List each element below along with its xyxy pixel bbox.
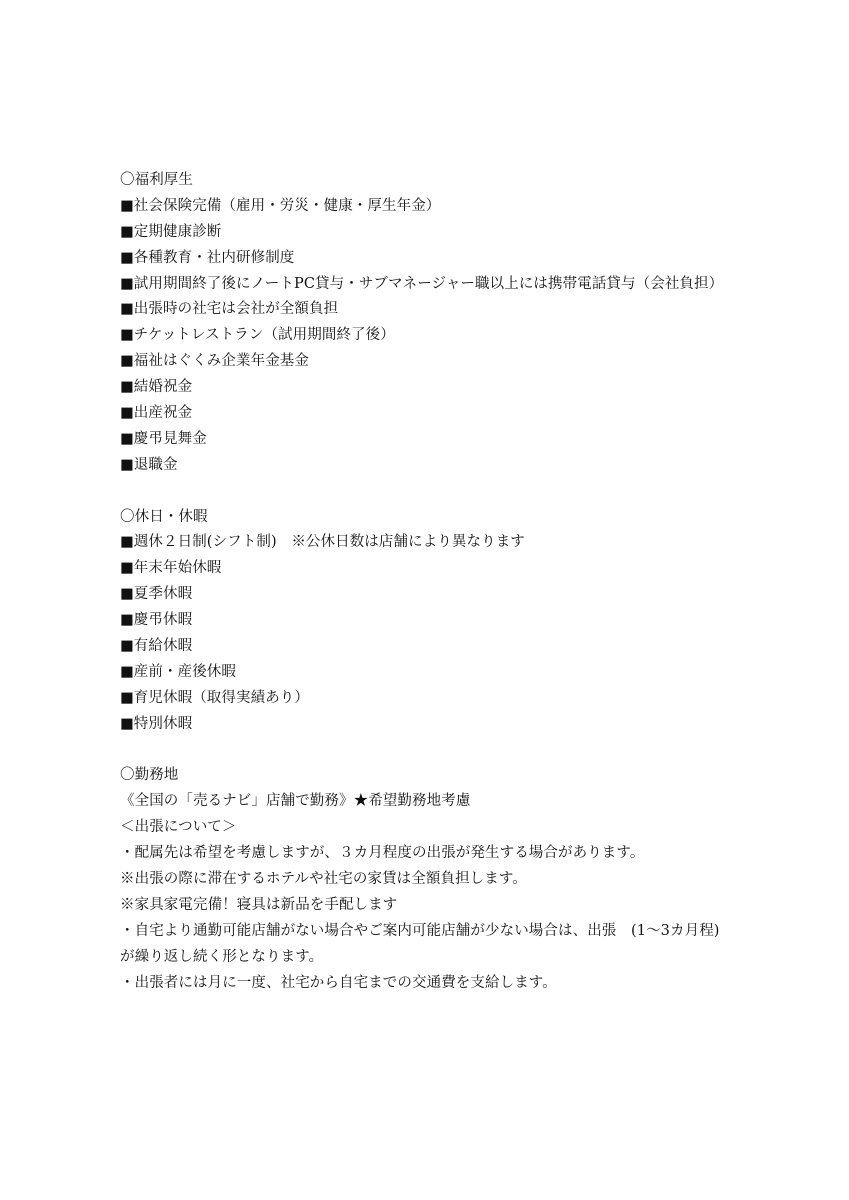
workplace-heading: 〇勤務地 xyxy=(120,767,179,784)
holiday-item: ■産前・産後休暇 xyxy=(120,663,236,680)
holiday-item: ■育児休暇（取得実績あり） xyxy=(120,689,309,706)
holiday-item: ■年末年始休暇 xyxy=(120,560,222,577)
welfare-item: ■出産祝金 xyxy=(120,405,193,422)
document-page xyxy=(120,168,760,997)
welfare-item: ■福祉はぐくみ企業年金基金 xyxy=(120,353,309,370)
welfare-item: ■各種教育・社内研修制度 xyxy=(120,249,295,266)
workplace-line: が繰り返し続く形となります。 xyxy=(120,948,324,965)
welfare-item: ■社会保険完備（雇用・労災・健康・厚生年金） xyxy=(120,197,441,214)
holiday-item: ■有給休暇 xyxy=(120,638,193,655)
holidays-section xyxy=(120,505,760,738)
workplace-line: ※出張の際に滞在するホテルや社宅の家賃は全額負担します。 xyxy=(120,871,527,888)
welfare-item: ■定期健康診断 xyxy=(120,223,222,240)
workplace-line: ※家具家電完備！寝具は新品を手配します xyxy=(120,896,398,913)
holiday-item: ■特別休暇 xyxy=(120,715,193,732)
workplace-line: ＜出張について＞ xyxy=(120,819,237,836)
section-spacer xyxy=(120,738,760,764)
holiday-item: ■慶弔休暇 xyxy=(120,612,193,629)
workplace-section xyxy=(120,763,760,996)
welfare-item: ■出張時の社宅は会社が全額負担 xyxy=(120,301,339,318)
workplace-line: ・配属先は希望を考慮しますが、３カ月程度の出張が発生する場合があります。 xyxy=(120,845,645,862)
holiday-item: ■夏季休暇 xyxy=(120,586,193,603)
welfare-item: ■結婚祝金 xyxy=(120,379,193,396)
workplace-line: ・出張者には月に一度、社宅から自宅までの交通費を支給します。 xyxy=(120,974,557,991)
section-spacer xyxy=(120,479,760,505)
welfare-item: ■慶弔見舞金 xyxy=(120,430,207,447)
workplace-line: ・自宅より通勤可能店舗がない場合やご案内可能店舗が少ない場合は、出張 (1〜3カ月程) xyxy=(120,922,720,939)
welfare-item: ■退職金 xyxy=(120,456,178,473)
welfare-item: ■チケットレストラン（試用期間終了後） xyxy=(120,327,395,344)
welfare-section xyxy=(120,168,760,479)
holiday-item: ■週休２日制(シフト制) ※公休日数は店舗により異なります xyxy=(120,534,525,551)
workplace-line: 《全国の「売るナビ」店舗で勤務》★希望勤務地考慮 xyxy=(120,793,471,810)
welfare-heading: 〇福利厚生 xyxy=(120,172,193,188)
welfare-item: ■試用期間終了後にノートPC貸与・サブマネージャー職以上には携帯電話貸与（会社負担） xyxy=(120,275,724,292)
holidays-heading: 〇休日・休暇 xyxy=(120,508,208,525)
